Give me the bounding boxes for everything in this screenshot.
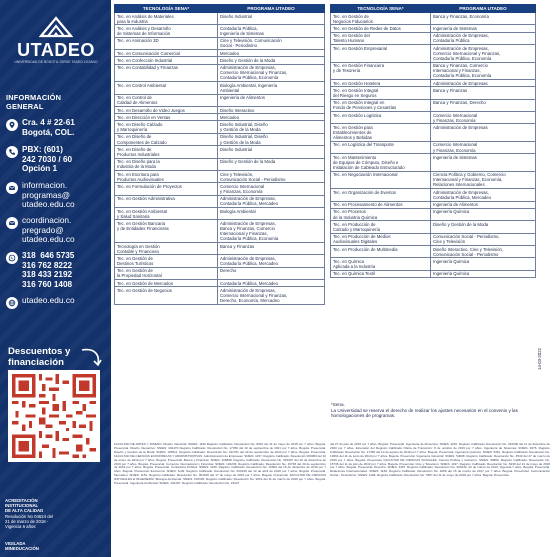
utadeo-program-cell: Comercio Internacional y Finanzas, Economía	[431, 112, 536, 124]
utadeo-program-cell: Diseño Interactivo	[218, 106, 325, 113]
table-row	[115, 37, 325, 49]
sena-program-cell: Tec. en Diseño de Productos Industriales	[115, 146, 218, 158]
table-row	[331, 245, 536, 257]
utadeo-program-cell: Diseño Industrial, Diseño y Gestión de la Moda	[218, 133, 325, 145]
sena-program-cell: Tec. en Desarrollo de Video Juegos	[115, 106, 218, 113]
utadeo-program-cell: Banca y Finanzas, Economía	[431, 13, 536, 25]
table-row	[331, 32, 536, 44]
legal-text-right: del 27 de julio de 2015 por 7 años. Bogotá. Presencial. Ingeniería de Alimentos: SNIES: 1150. Registro Calificado: Resolución No. 016300 del 11 de diciembre de 2020 por 7 años. Extensión del Registro Calificado Oferta de Transición: 8 de octubre de 2019 por 7 años. Ingeniería de Sistemas: SNIES: 3676. Registro Calificado: Resolución No. 17456 del 10 de agosto de 2018 por 7 años. Bogotá. Presencial. Ingeniería Química: SNIES: 5461. Registro Calificado: Resolución No. 10964 del 11 de junio de 2019 por 7 años. Bogotá. Presencial. Ingeniería Industrial: SNIES: 54008. Registro Calificado: Resolución No. 3543 del 27 de marzo de 2019 por 7 años. Bogotá. Presencial. FACULTAD DE CIENCIAS SOCIALES: Ciencia Política y Gobierno: SNIES: 90860. Registro Calificado: Resolución No. 15736 del 11 de julio de 2019 por 7 años. Bogotá. Presencial. Cine y Televisión: SNIES: 1197. Registro Calificado: Resolución No. 8239 del 21 de mayo de 2018 por 7 años. Bogotá. Presencial. Derecho: SNIES: 4497. Registro Calificado: Resolución No. 300342, 20 de marzo de 2019. Vigencia 7 años. Bogotá. Presencial. Relaciones Internacionales: SNIES: 1160. Registro Calificado: Resolución No. 4286 del 15 de marzo de 2017 por 7 años. Bogotá. Presencial. Comunicación Social - Periodismo: SNIES: 1169. Registro Calificado: Resolución No. 7887 del 11 de mayo de 2018 por 7 años. Bogotá. Presencial.	[330, 443, 550, 478]
utadeo-logo[interactable]	[6, 16, 106, 64]
header-sena: TECNOLOGÍA SENA*	[115, 5, 218, 13]
whatsapp-icon	[6, 252, 18, 264]
table-row	[115, 94, 325, 106]
table-row	[115, 243, 325, 255]
table-row	[331, 221, 536, 233]
utadeo-program-cell: Administración de Empresas, Comercio Internacional y Finanzas, Contaduría Pública, Economía	[218, 64, 325, 81]
homologation-table-right	[330, 4, 536, 278]
table-row	[115, 121, 325, 133]
sena-program-cell: Tec. en Gestión Empresarial	[331, 45, 431, 62]
utadeo-program-cell: Ingeniería de Sistemas	[431, 25, 536, 32]
sena-program-cell: Tec. en Procesos de la Industria Química	[331, 208, 431, 220]
sena-program-cell: Tec. en Gestión de Redes de Datos	[331, 25, 431, 32]
sena-program-cell: Tec. en Gestión del Talento Humano	[331, 32, 431, 44]
address-text: Cra. 4 # 22-61 Bogotá, COL.	[22, 118, 75, 137]
sena-program-cell: Tec. en Gestión para Establecimientos de Alimentos y Bebidas	[331, 124, 431, 141]
qr-code[interactable]	[8, 370, 100, 462]
date-code: 14-03-2022	[537, 348, 542, 370]
utadeo-program-cell: Ingeniería de Alimentos	[431, 201, 536, 208]
table-header-row	[331, 5, 536, 13]
sena-program-cell: Tec. en Logística del Transporte	[331, 141, 431, 153]
sena-program-cell: Tec. en Diseño para la Industria de la Moda	[115, 158, 218, 170]
email-item-info[interactable]	[6, 181, 109, 210]
utadeo-program-cell: Banca y Finanzas, Comercio Internacional y Finanzas, Contaduría Pública, Economía	[431, 62, 536, 79]
table-row	[115, 183, 325, 195]
utadeo-program-cell: Ciencia Política y Gobierno, Comercio Internacional y Finanzas, Economía, Relaciones Internacionales	[431, 171, 536, 188]
utadeo-program-cell: Comercio Internacional y Finanzas, Economía	[431, 141, 536, 153]
qr-code-icon	[12, 374, 96, 458]
sena-program-cell: Tec. en Escritura para Productos Audiovisuales	[115, 170, 218, 182]
sena-program-cell: Tec. en Gestión de Mercados	[115, 280, 218, 287]
utadeo-program-cell: Comunicación Social - Periodismo, Cine y Televisión	[431, 233, 536, 245]
table-row	[115, 195, 325, 207]
email-item-coordinacion[interactable]	[6, 216, 109, 245]
sena-program-cell: Tec. en Confección Industrial	[115, 57, 218, 64]
utadeo-program-cell: Administración de Empresas, Contaduría Pública, Mercadeo	[218, 255, 325, 267]
homologation-table-left	[114, 4, 325, 305]
table-row	[331, 258, 536, 270]
utadeo-program-cell: Ingeniería Química	[431, 270, 536, 277]
table-row	[115, 114, 325, 121]
sena-program-cell: Tec. en Dirección en Ventas	[115, 114, 218, 121]
sidebar	[0, 0, 111, 557]
utadeo-program-cell: Diseño Industrial, Diseño y Gestión de la Moda	[218, 121, 325, 133]
utadeo-program-cell: Contaduría Pública, Ingeniería de Sistemas	[218, 25, 325, 37]
brand-subtitle: UNIVERSIDAD DE BOGOTÁ JORGE TADEO LOZANO	[14, 60, 98, 64]
address-item	[6, 118, 109, 137]
utadeo-program-cell: Administración de Empresas, Contaduría Pública	[431, 32, 536, 44]
utadeo-crest-icon	[39, 16, 73, 38]
table-row	[115, 220, 325, 243]
utadeo-program-cell: Biología Ambiental, Ingeniería Ambiental	[218, 82, 325, 94]
table-row	[115, 158, 325, 170]
table-row	[331, 112, 536, 124]
utadeo-program-cell: Administración de Empresas, Contaduría Pública, Mercadeo	[218, 195, 325, 207]
discounts-title: Descuentos y financiación	[8, 346, 71, 368]
table-row	[331, 79, 536, 86]
footnote	[331, 402, 541, 419]
email-coordinacion-text: coordinacion. pregrado@ utadeo.edu.co	[22, 215, 75, 245]
utadeo-program-cell: Diseño y Gestión de la Moda	[218, 57, 325, 64]
header-utadeo: PROGRAMA UTADEO	[431, 5, 536, 13]
utadeo-program-cell: Diseño Industrial	[218, 146, 325, 158]
sena-program-cell: Tec. en Control de Calidad de Alimentos	[115, 94, 218, 106]
utadeo-program-cell: Mercadeo	[218, 50, 325, 57]
info-title: INFORMACIÓN GENERAL	[6, 93, 62, 111]
table-row	[331, 99, 536, 111]
table-row	[331, 201, 536, 208]
utadeo-program-cell: Ingeniería de Sistemas	[431, 154, 536, 171]
utadeo-program-cell: Banca y Finanzas	[218, 243, 325, 255]
table-row	[115, 82, 325, 94]
sena-program-cell: Tec. en Control Ambiental	[115, 82, 218, 94]
sena-program-cell: Tec. en Gestión de Negocios Fiduciarios	[331, 13, 431, 25]
utadeo-program-cell: Diseño Interactivo, Cine y Televisión, Comunicación Social - Periodismo	[431, 245, 536, 257]
footnote-asterisk: *Sena.	[331, 402, 345, 407]
table-row	[115, 280, 325, 287]
table-header-row	[115, 5, 325, 13]
header-sena: TECNOLOGÍA SENA*	[331, 5, 431, 13]
table-row	[331, 45, 536, 62]
email-icon	[6, 217, 18, 229]
table-row	[115, 208, 325, 220]
sena-program-cell: Tec. en Diseño Calzado y Marroquinería	[115, 121, 218, 133]
sena-program-cell: Tec. en Análisis y Desarrollo de Sistemas de Información	[115, 25, 218, 37]
table-row	[115, 13, 325, 25]
left-table-body	[115, 13, 325, 305]
utadeo-program-cell: Ingeniería Química	[431, 208, 536, 220]
sena-program-cell: Tec. en Análisis de Materiales para la Industria	[115, 13, 218, 25]
table-row	[115, 146, 325, 158]
sena-program-cell: Tec. en Diseño de Componentes de Calzado	[115, 133, 218, 145]
footnote-text: La Universidad se reserva el derecho de realizar los ajustes necesarios en el convenio y las homologaciones de programas.	[331, 407, 518, 419]
sena-program-cell: Tec. en Gestión de la Propiedad Horizontal	[115, 267, 218, 279]
phone-icon	[6, 146, 18, 158]
legal-text-left: FACULTAD DE ARTES Y DISEÑO: Diseño Industrial: SNIES: 1199 Registro Calificado: Resolución No. 8010 del 11 de mayo de 2018 por 7 años. Bogotá. Presencial. Diseño Interactivo: SNIES: 102470 Registro Calificado: Resolución No. 17350 del 10 de septiembre de 2021 por 7 años. Bogotá. Presencial. Diseño y Gestión de la Moda: SNIES: 105911. Registro Calificado: Resolución No. 011781 del 19 de septiembre de 2020 por 7 años. Bogotá. Presencial. FACULTAD DE CIENCIAS ECONÓMICAS Y ADMINISTRATIVAS: Administración de Empresas: SNIES: 1157. Registro Calificado: Resolución 000080 del 10 de enero de 2019 por 7 años. Bogotá. Presencial. Banca y Finanzas: SNIES: 108848. Registro Calificado: Resolución No. 015097 del 10 de diciembre de 2019 por 7 años. Bogotá. Presencial. Comercio Internacional y Finanzas: SNIES: 104236. Registro Calificado: Resolución No. 15738 del 30 de septiembre de 2015 por 7 años. Bogotá. Presencial. Contaduría Pública: SNIES: 1159. Registro Calificado: Resolución No. 15609 del 10 de diciembre de 2019 por 7 años. Bogotá. Presencial. Economía: SNIES: 1139. Registro Calificado: Resolución No. 004249 del 13 de abril de 2018 por 7 años. Bogotá. Presencial. Mercadeo: SNIES: 1151. Registro Calificado: Resolución No. 004425 del 17 de mayo de 2019 por 7 años. Bogotá. Presencial. FACULTAD DE CIENCIAS NATURALES E INGENIERÍA: Biología Ambiental: SNIES: 105165. Registro Calificado: Resolución No. 3619 del 11 de marzo de 2018 por 7 años. Bogotá. Presencial. Ingeniería Ambiental: SNIES: 104187. Registro Calificado: Resolución No. 15227	[114, 443, 326, 486]
sena-program-cell: Tec. en Gestión Financiera y de Tesorería	[331, 62, 431, 79]
table-row	[331, 124, 536, 141]
sena-program-cell: Tec. en Química Aplicada a la Industria	[331, 258, 431, 270]
table-row	[115, 255, 325, 267]
table-row	[115, 50, 325, 57]
utadeo-program-cell: Administración de Empresas, Contaduría Pública, Mercadeo	[431, 189, 536, 201]
table-row	[115, 57, 325, 64]
utadeo-program-cell: Diseño y Gestión de la Moda	[431, 221, 536, 233]
utadeo-program-cell: Banca y Finanzas, Derecho	[431, 99, 536, 111]
table-row	[331, 25, 536, 32]
table-row	[115, 25, 325, 37]
utadeo-program-cell: Administración de Empresas, Comercio Internacional y Finanzas, Derecho, Economía, Mercadeo	[218, 287, 325, 304]
table-row	[331, 62, 536, 79]
table-row	[115, 267, 325, 279]
accreditation-text: Resolución No 04624 del 21 de marzo de 2018 - Vigencia 6 años	[5, 513, 54, 530]
utadeo-program-cell: Mercadeo	[218, 114, 325, 121]
utadeo-program-cell: Administración de Empresas	[431, 79, 536, 86]
sena-program-cell: Tec. en Negociación Internacional	[331, 171, 431, 188]
website-text: utadeo.edu.co	[22, 295, 75, 305]
table-row	[115, 133, 325, 145]
table-row	[331, 87, 536, 99]
right-table-body	[331, 13, 536, 278]
sena-program-cell: Tec. en Producción de Multimedia	[331, 245, 431, 257]
sena-program-cell: Tec. en Procesamiento de Alimentos	[331, 201, 431, 208]
email-info-text: informacion. programas@ utadeo.edu.co	[22, 180, 75, 210]
sena-program-cell: Tec. en Gestión de Negocios	[115, 287, 218, 304]
sena-program-cell: Tec. en Mantenimiento de Equipos de Cómputo, Diseño e Instalación de Cableado Estructurado	[331, 154, 431, 171]
sena-program-cell: Tec. en Gestión Hotelera	[331, 79, 431, 86]
utadeo-program-cell: Banca y Finanzas	[431, 87, 536, 99]
whatsapp-text: 318 646 5735 316 762 8222 318 433 2192 316 760 1408	[22, 251, 75, 289]
sena-program-cell: Tec. en Gestión Administrativa	[115, 195, 218, 207]
utadeo-program-cell: Cine y Televisión, Comunicación Social - Periodismo	[218, 170, 325, 182]
phone-item[interactable]	[6, 145, 109, 174]
sena-program-cell: Tec. en Organización de Eventos	[331, 189, 431, 201]
utadeo-program-cell: Diseño Industrial	[218, 13, 325, 25]
vigilada-label: VIGILADA MINEDUCACIÓN	[5, 541, 39, 552]
phone-text: PBX: (601) 242 7030 / 60 Opción 1	[22, 145, 73, 174]
sena-program-cell: Tec. en Gestión Ambiental y Salud Sanitaria	[115, 208, 218, 220]
email-icon	[6, 182, 18, 194]
sena-program-cell: Tec. en Formulación de Proyectos	[115, 183, 218, 195]
table-row	[331, 171, 536, 188]
sena-program-cell: Tec. en Producción de Medios Audiovisuales Digitales	[331, 233, 431, 245]
header-utadeo: PROGRAMA UTADEO	[218, 5, 325, 13]
sena-program-cell: Tec. en Animación 3D	[115, 37, 218, 49]
utadeo-program-cell: Administración de Empresas, Comercio Internacional y Finanzas, Contaduría Pública, Economía	[431, 45, 536, 62]
utadeo-program-cell: Administración de Empresas	[431, 124, 536, 141]
globe-icon	[6, 297, 18, 309]
table-row	[331, 154, 536, 171]
table-row	[331, 189, 536, 201]
accreditation-title: ACREDITACIÓN INSTITUCIONAL DE ALTA CALIDAD	[5, 498, 44, 514]
sena-program-cell: Tec. en Gestión de Destinos Turísticos	[115, 255, 218, 267]
table-row	[331, 141, 536, 153]
table-row	[115, 170, 325, 182]
table-row	[331, 270, 536, 277]
utadeo-program-cell: Derecho	[218, 267, 325, 279]
utadeo-program-cell: Ingeniería Química	[431, 258, 536, 270]
sena-program-cell: Tec. en Química Textil	[331, 270, 431, 277]
curved-arrow-icon	[78, 346, 106, 368]
sena-program-cell: Tec. en Gestión Bancaria y de Entidades Financieras	[115, 220, 218, 243]
whatsapp-item[interactable]	[6, 251, 109, 289]
table-row	[115, 64, 325, 81]
utadeo-program-cell: Biología Ambiental	[218, 208, 325, 220]
utadeo-program-cell: Contaduría Pública, Mercadeo	[218, 280, 325, 287]
table-row	[331, 233, 536, 245]
accreditation-block	[5, 498, 105, 529]
utadeo-program-cell: Comercio Internacional y Finanzas, Economía	[218, 183, 325, 195]
sena-program-cell: Tec. en Gestión Integral del Riesgo en Seguros	[331, 87, 431, 99]
table-row	[331, 208, 536, 220]
table-row	[115, 287, 325, 304]
utadeo-program-cell: Cine y Televisión, Comunicación Social - Periodismo	[218, 37, 325, 49]
sena-program-cell: Tec. en Gestión Logística	[331, 112, 431, 124]
utadeo-program-cell: Ingeniería de Alimentos	[218, 94, 325, 106]
table-row	[115, 106, 325, 113]
brand-name: UTADEO	[17, 40, 95, 60]
sena-program-cell: Tecnología en Gestión Contable y Financiera	[115, 243, 218, 255]
table-row	[331, 13, 536, 25]
utadeo-program-cell: Administración de Empresas, Banca y Finanzas, Comercio Internacional y Finanzas, Contaduría Pública, Economía	[218, 220, 325, 243]
sena-program-cell: Tec. en Gestión Integral en Fondo de Pensiones y Cesantías	[331, 99, 431, 111]
sena-program-cell: Tec. en Comunicación Comercial	[115, 50, 218, 57]
website-item[interactable]	[6, 296, 109, 309]
location-pin-icon	[6, 119, 18, 131]
sena-program-cell: Tec. en Contabilidad y Finanzas	[115, 64, 218, 81]
utadeo-program-cell: Diseño y Gestión de la Moda	[218, 158, 325, 170]
sena-program-cell: Tec. en Producción de Calzado y Marroquinería	[331, 221, 431, 233]
